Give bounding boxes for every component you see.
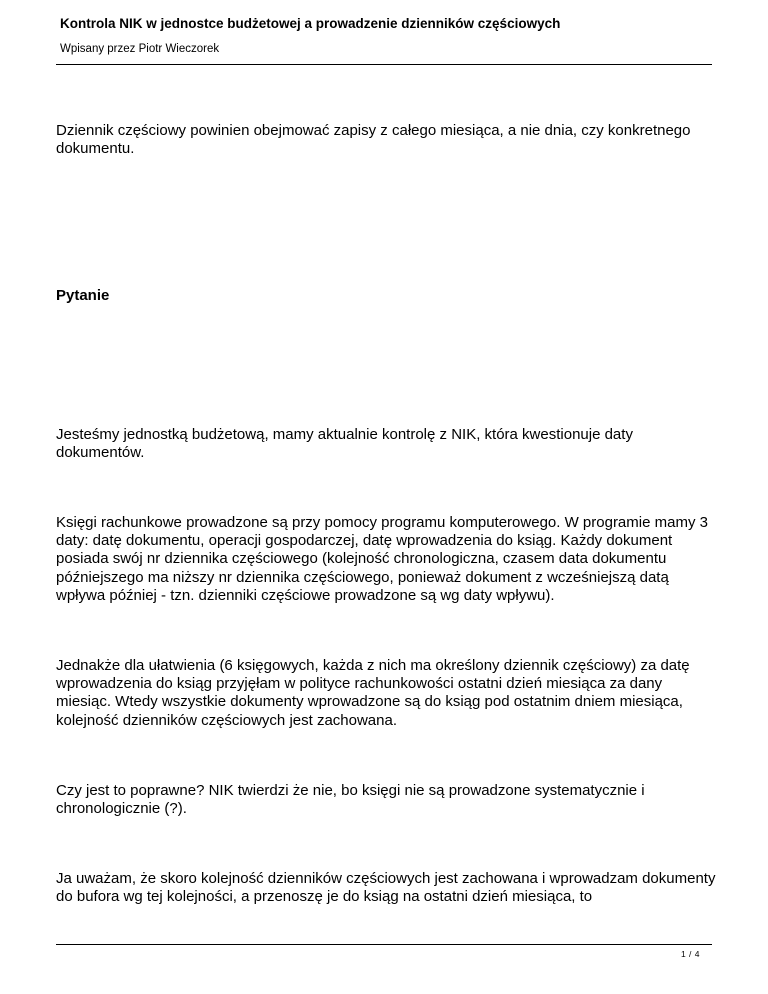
paragraph-question-1 bbox=[56, 426, 720, 462]
section-heading-question bbox=[56, 287, 720, 305]
header-divider bbox=[56, 64, 712, 65]
footer-divider bbox=[56, 944, 712, 945]
section-heading: Pytanie bbox=[56, 287, 110, 304]
paragraph-question-4 bbox=[56, 782, 720, 818]
document-author: Wpisany przez Piotr Wieczorek bbox=[60, 43, 220, 55]
paragraph-text: Czy jest to poprawne? NIK twierdzi że nie, bo księgi nie są prowadzone systematycznie i chronologicznie (?). bbox=[56, 782, 645, 818]
paragraph-intro bbox=[56, 122, 720, 158]
page-header bbox=[56, 12, 712, 56]
paragraph-text: Jednakże dla ułatwienia (6 księgowych, każda z nich ma określony dziennik częściowy) za datę wprowadzenia do ksiąg przyjęłam w polityce rachunkowości ostatni dzień miesiąca za dany miesiąc. Wtedy wszystkie dokumenty wprowadzone są do ksiąg pod ostatnim dniem miesiąca, kolejność dzienników częściowych jest zachowana. bbox=[56, 657, 690, 729]
page-number: 1 / 4 bbox=[680, 949, 700, 959]
paragraph-question-2 bbox=[56, 514, 720, 605]
paragraph-question-3 bbox=[56, 657, 720, 730]
document-title: Kontrola NIK w jednostce budżetowej a prowadzenie dzienników częściowych bbox=[60, 16, 561, 31]
paragraph-question-5 bbox=[56, 870, 720, 906]
paragraph-text: Dziennik częściowy powinien obejmować zapisy z całego miesiąca, a nie dnia, czy konkretnego dokumentu. bbox=[56, 122, 691, 158]
paragraph-text: Księgi rachunkowe prowadzone są przy pomocy programu komputerowego. W programie mamy 3 daty: datę dokumentu, operacji gospodarczej, datę wprowadzenia do ksiąg. Każdy dokument posiada swój nr dziennika częściowego (kolejność chronologiczna, czasem data dokumentu późniejszego ma niższy nr dziennika częściowego, ponieważ dokument z wcześniejszą datą wpływa później - tzn. dzienniki częściowe prowadzone są wg daty wpływu). bbox=[56, 514, 708, 604]
paragraph-text: Ja uważam, że skoro kolejność dzienników częściowych jest zachowana i wprowadzam dokumenty do bufora wg tej kolejności, a przenoszę je do ksiąg na ostatni dzień miesiąca, to bbox=[56, 870, 716, 906]
paragraph-text: Jesteśmy jednostką budżetową, mamy aktualnie kontrolę z NIK, która kwestionuje daty dokumentów. bbox=[56, 426, 633, 462]
